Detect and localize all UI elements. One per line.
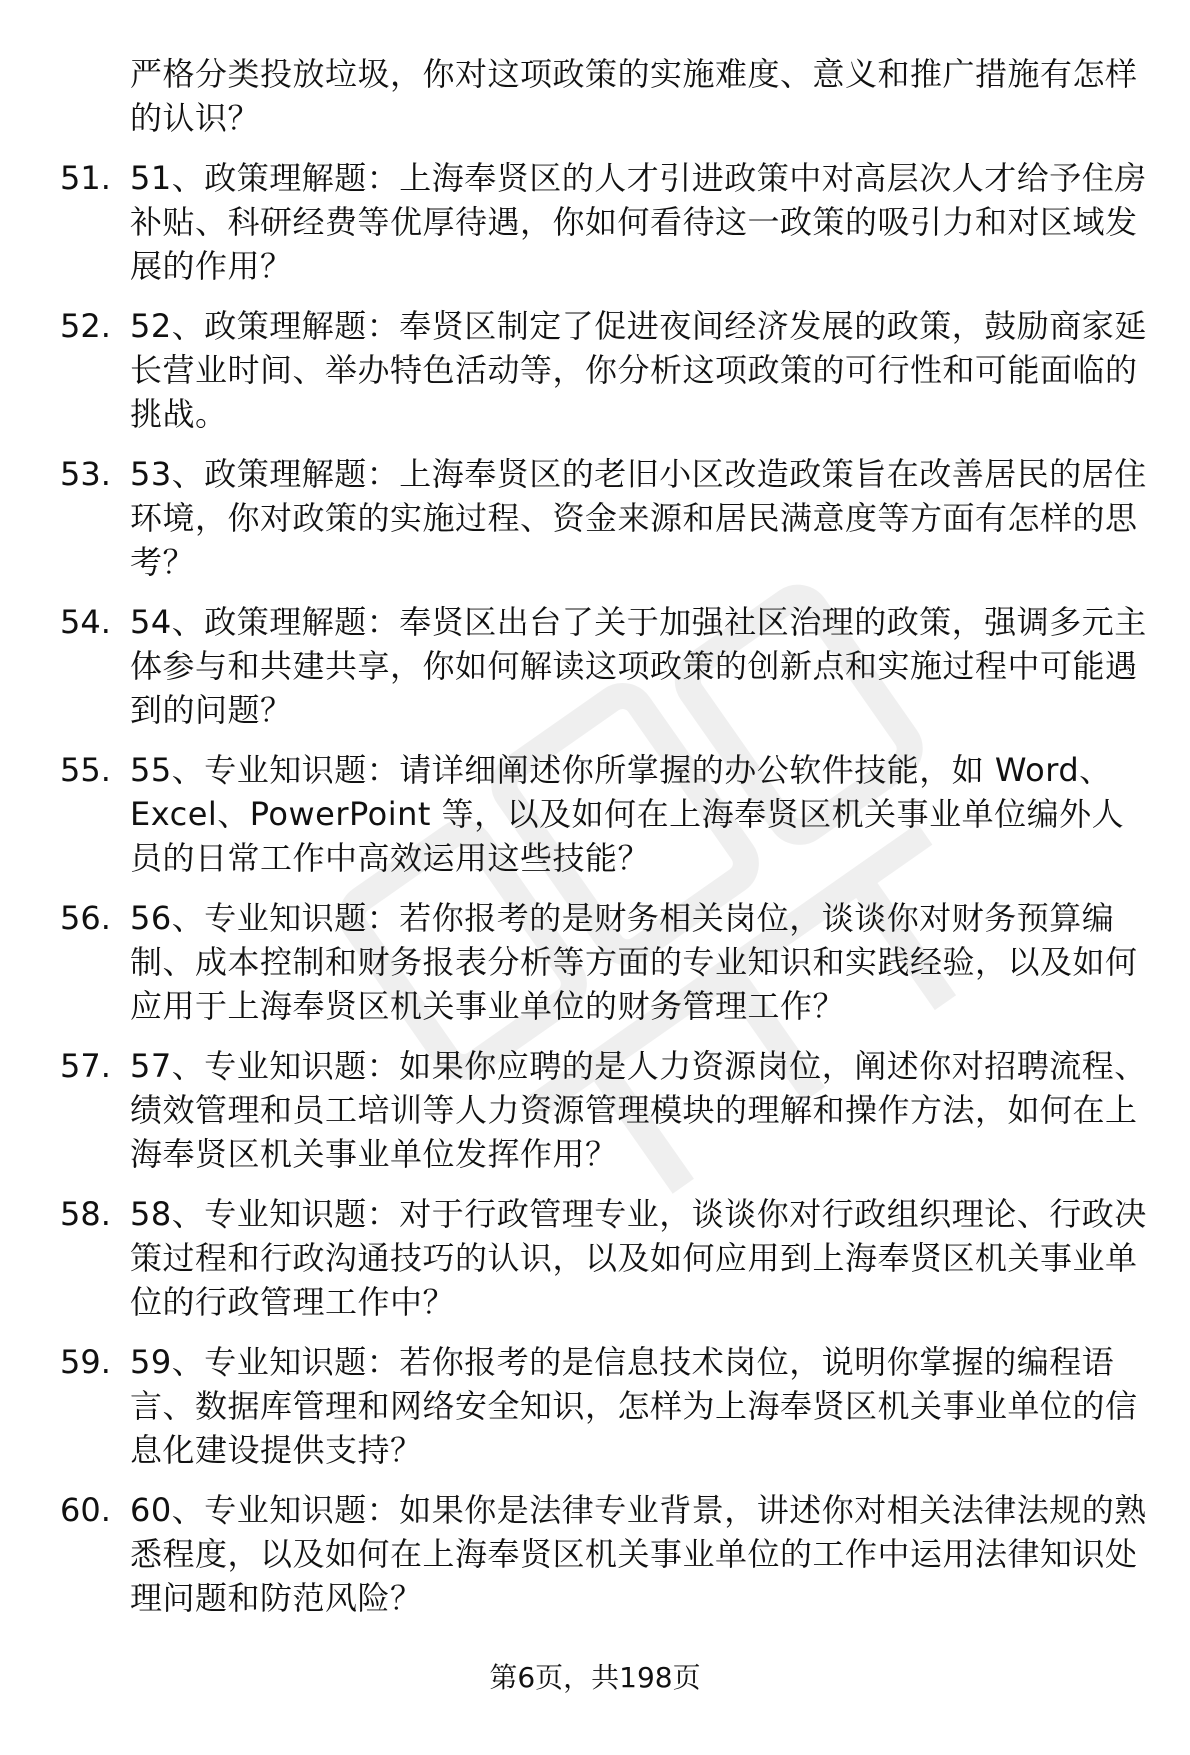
- question-item: [60, 896, 1150, 1028]
- question-text: 53、政策理解题：上海奉贤区的老旧小区改造政策旨在改善居民的居住环境，你对政策的实施过程、资金来源和居民满意度等方面有怎样的思考？: [130, 455, 1147, 581]
- question-text: 58、专业知识题：对于行政管理专业，谈谈你对行政组织理论、行政决策过程和行政沟通技巧的认识，以及如何应用到上海奉贤区机关事业单位的行政管理工作中？: [130, 1195, 1147, 1321]
- question-text: 52、政策理解题：奉贤区制定了促进夜间经济发展的政策，鼓励商家延长营业时间、举办特色活动等，你分析这项政策的可行性和可能面临的挑战。: [130, 307, 1147, 433]
- question-text: 57、专业知识题：如果你应聘的是人力资源岗位，阐述你对招聘流程、绩效管理和员工培训等人力资源管理模块的理解和操作方法，如何在上海奉贤区机关事业单位发挥作用？: [130, 1047, 1147, 1173]
- question-text: 59、专业知识题：若你报考的是信息技术岗位，说明你掌握的编程语言、数据库管理和网络安全知识，怎样为上海奉贤区机关事业单位的信息化建设提供支持？: [130, 1343, 1138, 1469]
- question-number: 53.: [60, 455, 111, 493]
- question-text: 56、专业知识题：若你报考的是财务相关岗位，谈谈你对财务预算编制、成本控制和财务报表分析等方面的专业知识和实践经验，以及如何应用于上海奉贤区机关事业单位的财务管理工作？: [130, 899, 1138, 1025]
- question-number: 57.: [60, 1047, 111, 1085]
- question-number: 58.: [60, 1195, 111, 1233]
- question-item: [60, 748, 1150, 880]
- question-number: 55.: [60, 751, 111, 789]
- question-item: [60, 1340, 1150, 1472]
- question-item: [60, 452, 1150, 584]
- question-content: [60, 52, 1150, 1620]
- question-number: 52.: [60, 307, 111, 345]
- question-text: 54、政策理解题：奉贤区出台了关于加强社区治理的政策，强调多元主体参与和共建共享，你如何解读这项政策的创新点和实施过程中可能遇到的问题？: [130, 603, 1147, 729]
- page-number-footer: 第6页，共198页: [489, 1661, 701, 1694]
- question-item: [60, 600, 1150, 732]
- question-number: 51.: [60, 159, 111, 197]
- question-list: [60, 156, 1150, 1620]
- question-item: [60, 156, 1150, 288]
- continued-question-text: 严格分类投放垃圾，你对这项政策的实施难度、意义和推广措施有怎样的认识？: [130, 55, 1138, 137]
- question-item: [60, 304, 1150, 436]
- question-item: [60, 1488, 1150, 1620]
- question-text: 51、政策理解题：上海奉贤区的人才引进政策中对高层次人才给予住房补贴、科研经费等优厚待遇，你如何看待这一政策的吸引力和对区域发展的作用？: [130, 159, 1147, 285]
- question-item: [60, 1192, 1150, 1324]
- question-item: [60, 1044, 1150, 1176]
- question-number: 56.: [60, 899, 111, 937]
- question-text: 60、专业知识题：如果你是法律专业背景，讲述你对相关法律法规的熟悉程度，以及如何在上海奉贤区机关事业单位的工作中运用法律知识处理问题和防范风险？: [130, 1491, 1147, 1617]
- question-number: 60.: [60, 1491, 111, 1529]
- question-text: 55、专业知识题：请详细阐述你所掌握的办公软件技能，如 Word、Excel、PowerPoint 等，以及如何在上海奉贤区机关事业单位编外人员的日常工作中高效运用这些技能？: [130, 751, 1125, 877]
- question-number: 59.: [60, 1343, 111, 1381]
- question-number: 54.: [60, 603, 111, 641]
